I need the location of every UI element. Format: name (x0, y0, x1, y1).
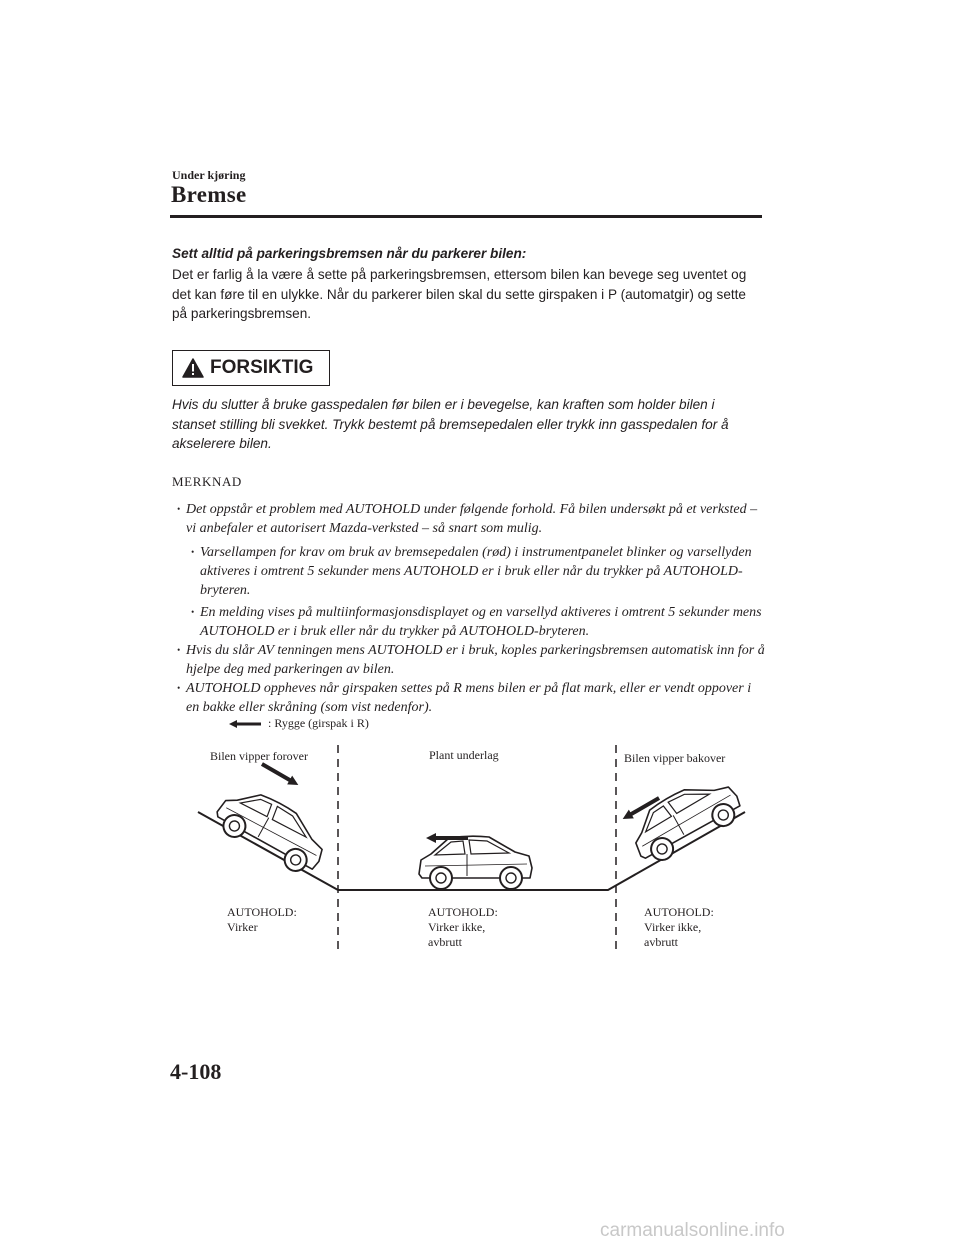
warning-heading: Sett alltid på parkeringsbremsen når du parkerer bilen: (172, 246, 527, 261)
status-line: avbrutt (428, 935, 462, 949)
note-bullet: • Hvis du slår AV tenningen mens AUTOHOLD er i bruk, koples parkeringsbremsen automatisk inn for å hjelpe deg med parkeringen av bilen. (186, 641, 766, 679)
panel-title-tilt-forward: Bilen vipper forover (210, 749, 308, 763)
caution-body: Hvis du slutter å bruke gasspedalen før bilen er i bevegelse, kan kraften som holder bilen i stanset stilling bli svekket. Trykk bestemt på bremsepedalen eller trykk inn gasspedalen for å akselerere bilen. (172, 397, 729, 451)
panel-title-flat: Plant underlag (429, 748, 499, 762)
status-line: AUTOHOLD: (227, 905, 297, 919)
note-sub-bullet: • En melding vises på multiinformasjonsdisplayet og en varsellyd aktiveres i omtrent 5 sekunder mens AUTOHOLD er i bruk eller når du trykker på AUTOHOLD-bryteren. (200, 603, 766, 641)
note-heading: MERKNAD (172, 474, 242, 489)
panel-status-flat (428, 905, 498, 950)
note-bullet: • Det oppstår et problem med AUTOHOLD under følgende forhold. Få bilen undersøkt på et verksted – vi anbefaler et autorisert Mazda-verksted – så snart som mulig. (186, 500, 766, 538)
car-right-icon (623, 768, 747, 869)
status-line: avbrutt (644, 935, 678, 949)
reverse-arrow-left-icon (259, 760, 300, 790)
status-line: Virker (227, 920, 258, 934)
status-line: Virker ikke, (644, 920, 702, 934)
section-label: Under kjøring (172, 168, 246, 182)
car-left-icon (210, 779, 334, 880)
note-bullet: • AUTOHOLD oppheves når girspaken settes på R mens bilen er på flat mark, eller er vendt oppover i en bakke eller skråning (som vist nedenfor). (186, 679, 766, 717)
panel-status-tilt-forward (227, 905, 297, 935)
legend-label: : Rygge (girspak i R) (268, 716, 369, 730)
car-center-icon (419, 836, 532, 889)
warning-body: Det er farlig å la være å sette på parkeringsbremsen, ettersom bilen kan bevege seg uventet og det kan føre til en ulykke. Når du parkerer bilen skal du sette girspaken i P (automatgir) og sette på parkeringsbremsen. (172, 267, 747, 321)
watermark: carmanualsonline.info (600, 1220, 785, 1241)
note-sub-bullet: • Varsellampen for krav om bruk av bremsepedalen (rød) i instrumentpanelet blinker og varsellyden aktiveres i omtrent 5 sekunder mens AUTOHOLD er i bruk eller når du trykker på AUTOHOLD-bryteren. (200, 543, 766, 600)
panel-title-tilt-backward: Bilen vipper bakover (624, 751, 726, 765)
status-line: Virker ikke, (428, 920, 486, 934)
status-line: AUTOHOLD: (428, 905, 498, 919)
page-title: Bremse (171, 182, 247, 207)
status-line: AUTOHOLD: (644, 905, 714, 919)
panel-status-tilt-backward (644, 905, 714, 950)
caution-label: FORSIKTIG (210, 357, 314, 378)
page-number: 4-108 (170, 1059, 222, 1084)
